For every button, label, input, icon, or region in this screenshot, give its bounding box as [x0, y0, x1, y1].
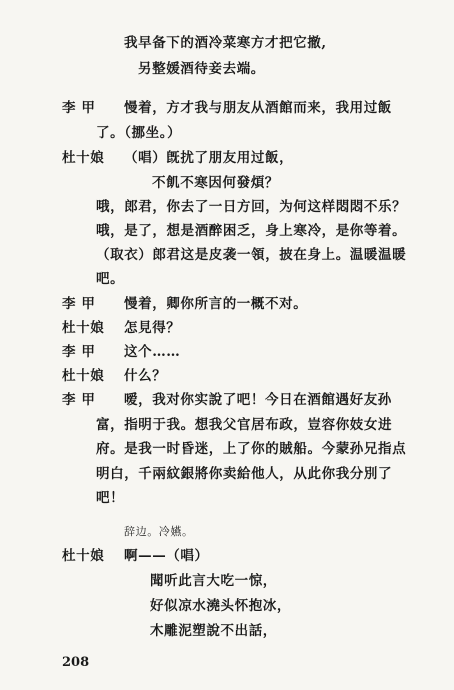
speaker-li-jia: 李 甲 [62, 100, 96, 116]
speaker-du-shiniang: 杜十娘 [62, 548, 105, 564]
text-line: 慢着，方才我与朋友从酒館而来，我用过飯 [124, 100, 392, 116]
text-line: 木雕泥塑說不出話， [150, 623, 277, 639]
text-line: 另整媛酒待妾去端。 [138, 61, 265, 77]
speaker-du-shiniang: 杜十娘 [62, 150, 105, 166]
text-line: 吧！ [96, 490, 125, 506]
text-line: 我早备下的酒冷菜寒方才把它撤, [124, 35, 327, 51]
text-line: 吧。 [96, 271, 125, 287]
text-line: 哦，郎君，你去了一日方回，为何这样悶悶不乐？ [96, 199, 407, 215]
text-line: 哦，是了，想是酒醉困乏，身上寒冷，是你等着。 [96, 223, 407, 239]
text-line: 富，指明于我。想我父官居布政，豈容你妓女进 [96, 417, 393, 433]
text-line: 嗳，我对你实說了吧！今日在酒館遇好友孙 [124, 392, 392, 408]
text-line: 不飢不寒因何發煩？ [152, 175, 279, 191]
text-line: 啊——（唱） [124, 548, 209, 564]
text-line: 怎見得？ [124, 320, 181, 336]
speaker-li-jia: 李 甲 [62, 296, 96, 312]
speaker-du-shiniang: 杜十娘 [62, 320, 105, 336]
page-number: 208 [62, 655, 90, 670]
text-line: （取衣）郎君这是皮袭一領，披在身上。温暖温暖 [96, 247, 407, 263]
text-line: （唱）旣扰了朋友用过飯， [124, 150, 294, 166]
text-line: 聞听此言大吃一惊， [150, 573, 277, 589]
speaker-du-shiniang: 杜十娘 [62, 368, 105, 384]
text-line: 什么？ [124, 368, 167, 384]
text-line: 好似凉水澆头怀抱冰， [150, 598, 291, 614]
speaker-li-jia: 李 甲 [62, 344, 96, 360]
text-line: 府。是我一时昏迷，上了你的賊船。今蒙孙兄指点 [96, 441, 407, 457]
text-line: 慢着，卿你所言的一概不对。 [124, 296, 308, 312]
speaker-li-jia: 李 甲 [62, 392, 96, 408]
text-line: 了。（挪坐。） [96, 125, 182, 141]
text-line: 这个…… [124, 344, 181, 360]
stage-direction: 辞边。冷嬿。 [124, 525, 194, 538]
text-line: 明白，千兩紋銀將你卖給他人，从此你我分別了 [96, 466, 393, 482]
